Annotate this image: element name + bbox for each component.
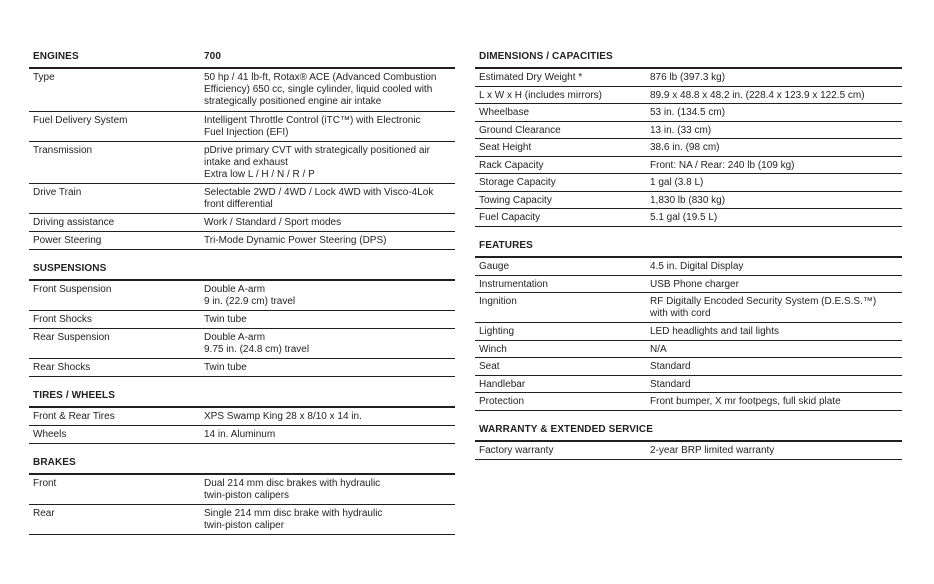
spec-value: 4.5 in. Digital Display [650,261,744,272]
spec-row-transmission [29,142,455,184]
spec-label: Storage Capacity [479,177,556,188]
spec-value: 89.9 x 48.8 x 48.2 in. (228.4 x 123.9 x 122.5 cm) [650,89,865,101]
spec-row-front-suspension [29,281,455,311]
spec-label: Ingnition [479,296,517,307]
spec-row-dry-weight [475,69,902,87]
spec-value: 50 hp / 41 lb-ft, Rotax® ACE (Advanced Combustion Efficiency) 650 cc, single cylinder, liquid cooled with strategically positioned engine air intake [204,72,437,107]
spec-value: N/A [650,343,667,355]
tires-wheels-header [29,390,455,408]
spec-label: Front Shocks [33,314,92,325]
spec-label: Winch [479,343,507,355]
spec-row-driving-assistance [29,214,455,232]
spec-label: Gauge [479,261,510,272]
spec-row-seat [475,358,902,376]
spec-row-fuel-delivery [29,112,455,142]
spec-row-lwh [475,87,902,105]
spec-row-seat-height [475,139,902,157]
features-section [475,240,902,411]
spec-label: Rear Shocks [33,362,91,373]
spec-row-winch [475,341,902,359]
spec-value: 38.6 in. (98 cm) [650,142,720,153]
tires-wheels-title: TIRES / WHEELS [33,390,115,401]
spec-label: L x W x H (includes mirrors) [479,89,602,101]
spec-label: Fuel Delivery System [33,115,128,126]
spec-value: 14 in. Aluminum [204,429,276,440]
spec-label: Instrumentation [479,278,548,290]
spec-label: Type [33,72,55,83]
spec-row-power-steering [29,232,455,250]
engines-title: ENGINES [33,51,79,62]
spec-label: Seat Height [479,142,532,153]
spec-value: Work / Standard / Sport modes [204,217,342,228]
spec-label: Estimated Dry Weight * [479,72,583,83]
spec-value: Selectable 2WD / 4WD / Lock 4WD with Visco-4Lok front differential [204,187,434,210]
warranty-title: WARRANTY & EXTENDED SERVICE [479,424,654,435]
spec-row-rack-capacity [475,157,902,175]
spec-value: 2-year BRP limited warranty [650,445,775,456]
spec-value: 13 in. (33 cm) [650,124,712,136]
spec-row-lighting [475,323,902,341]
spec-value: 5.1 gal (19.5 L) [650,212,718,223]
brakes-title: BRAKES [33,457,76,468]
spec-label: Seat [479,361,500,372]
spec-row-drive-train [29,184,455,214]
tires-wheels-section [29,390,455,444]
engines-section [29,51,455,250]
engine-model-label: 700 [204,51,221,62]
spec-row-rear-suspension [29,329,455,359]
spec-label: Drive Train [33,187,82,198]
spec-row-front-shocks [29,311,455,329]
spec-label: Fuel Capacity [479,212,541,223]
dimensions-section [475,51,902,227]
suspensions-title: SUSPENSIONS [33,263,107,274]
spec-label: Lighting [479,326,515,337]
spec-label: Handlebar [479,378,526,390]
spec-value: 876 lb (397.3 kg) [650,72,726,83]
spec-label: Ground Clearance [479,124,561,136]
spec-value: Standard [650,378,691,390]
spec-label: Rack Capacity [479,159,544,171]
spec-row-tires [29,408,455,426]
spec-label: Power Steering [33,235,102,246]
spec-value: XPS Swamp King 28 x 8/10 x 14 in. [204,411,362,422]
spec-row-type [29,69,455,112]
spec-label: Rear [33,508,55,519]
warranty-section [475,424,902,460]
spec-label: Factory warranty [479,445,554,456]
spec-value: RF Digitally Encoded Security System (D.E.S.S.™) with with cord [650,296,877,319]
spec-row-rear-shocks [29,359,455,377]
spec-label: Towing Capacity [479,194,552,206]
spec-row-ignition [475,293,902,323]
spec-value: Single 214 mm disc brake with hydraulic twin-piston caliper [204,508,383,531]
spec-row-handlebar [475,376,902,394]
suspensions-section [29,263,455,377]
spec-label: Protection [479,396,525,407]
spec-row-front-brakes [29,475,455,505]
spec-value: 1,830 lb (830 kg) [650,194,726,206]
spec-row-factory-warranty [475,442,902,460]
spec-value: Tri-Mode Dynamic Power Steering (DPS) [204,235,387,246]
spec-row-storage-capacity [475,174,902,192]
spec-row-towing-capacity [475,192,902,210]
dimensions-header [475,51,902,69]
spec-label: Wheels [33,429,67,440]
suspensions-header [29,263,455,281]
spec-value: Double A-arm 9.75 in. (24.8 cm) travel [204,332,310,355]
spec-label: Rear Suspension [33,332,110,343]
features-title: FEATURES [479,240,533,251]
spec-label: Front [33,478,57,489]
engines-header [29,51,455,69]
spec-label: Front Suspension [33,284,112,295]
spec-value: Front bumper, X mr footpegs, full skid plate [650,396,841,407]
spec-value: Twin tube [204,362,247,373]
spec-row-wheelbase [475,104,902,122]
spec-value: LED headlights and tail lights [650,326,779,337]
spec-row-gauge [475,258,902,276]
spec-value: Twin tube [204,314,247,325]
spec-row-instrumentation [475,276,902,294]
spec-row-protection [475,393,902,411]
brakes-section [29,457,455,535]
spec-label: Transmission [33,145,93,156]
spec-value: Intelligent Throttle Control (iTC™) with Electronic Fuel Injection (EFI) [204,115,421,138]
spec-value: pDrive primary CVT with strategically positioned air intake and exhaust Extra low L / H / N / R / P [204,145,431,180]
spec-value: Dual 214 mm disc brakes with hydraulic twin-piston calipers [204,478,381,501]
spec-value: USB Phone charger [650,278,739,290]
spec-row-ground-clearance [475,122,902,140]
spec-label: Driving assistance [33,217,115,228]
warranty-header [475,424,902,442]
dimensions-title: DIMENSIONS / CAPACITIES [479,51,613,62]
spec-value: 1 gal (3.8 L) [650,177,704,188]
spec-value: Standard [650,361,691,372]
features-header [475,240,902,258]
spec-row-rear-brakes [29,505,455,535]
spec-value: Front: NA / Rear: 240 lb (109 kg) [650,159,795,171]
spec-row-fuel-capacity [475,209,902,227]
spec-row-wheels [29,426,455,444]
spec-value: 53 in. (134.5 cm) [650,107,726,118]
spec-value: Double A-arm 9 in. (22.9 cm) travel [204,284,296,307]
spec-label: Front & Rear Tires [33,411,115,422]
spec-label: Wheelbase [479,107,530,118]
brakes-header [29,457,455,475]
